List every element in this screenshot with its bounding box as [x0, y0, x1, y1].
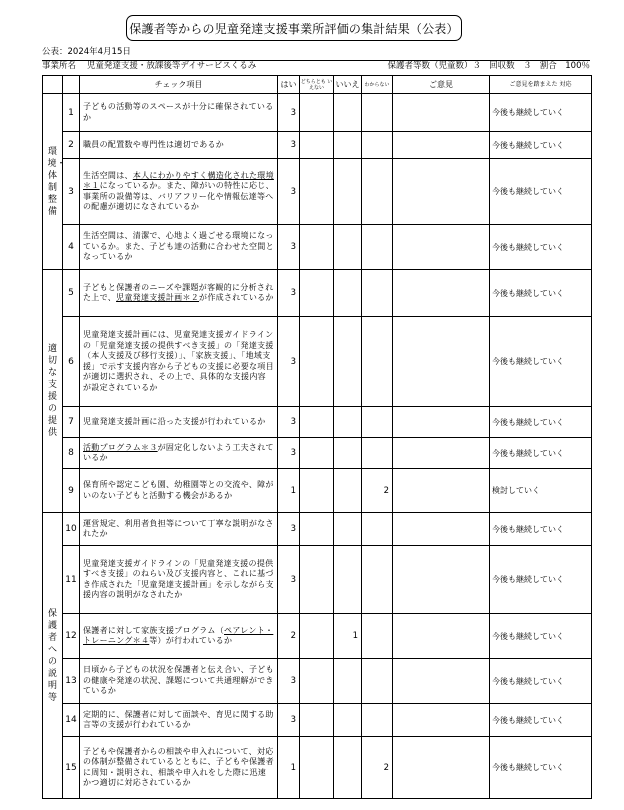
header-number	[63, 76, 80, 94]
table-row	[43, 513, 592, 546]
yes-count: 3	[278, 407, 300, 438]
facility-label: 事業所名	[42, 61, 77, 71]
response-cell: 今後も継続していく	[490, 225, 592, 270]
neutral-count	[300, 270, 334, 317]
opinion-cell	[393, 159, 490, 225]
no-count	[334, 438, 362, 469]
yes-count: 1	[278, 737, 300, 799]
opinion-cell	[393, 513, 490, 546]
check-item-text: 職員の配置数や専門性は適切であるか	[80, 132, 278, 159]
row-number: 8	[63, 438, 80, 469]
neutral-count	[300, 132, 334, 159]
neutral-count	[300, 407, 334, 438]
unknown-count	[362, 438, 393, 469]
unknown-count	[362, 614, 393, 659]
header-neutral: どちらとも いえない	[300, 76, 334, 94]
yes-count: 3	[278, 659, 300, 704]
no-count	[334, 513, 362, 546]
unknown-count	[362, 659, 393, 704]
row-number: 4	[63, 225, 80, 270]
check-item-text: 子どもと保護者のニーズや課題が客観的に分析された上で、児童発達支援計画＊２が作成されているか	[80, 270, 278, 317]
unknown-count	[362, 225, 393, 270]
neutral-count	[300, 469, 334, 513]
no-count	[334, 225, 362, 270]
row-number: 3	[63, 159, 80, 225]
response-cell: 検討していく	[490, 469, 592, 513]
no-count	[334, 270, 362, 317]
check-item-text: 運営規定、利用者負担等について丁寧な説明がなされたか	[80, 513, 278, 546]
opinion-cell	[393, 614, 490, 659]
header-no: いいえ	[334, 76, 362, 94]
check-item-text: 児童発達支援ガイドラインの「児童発達支援の提供すべき支援」のねらい及び支援内容と、これに基づき作成された「児童発達支援計画」を示しながら支援内容の説明がなされたか	[80, 546, 278, 614]
response-cell: 今後も継続していく	[490, 317, 592, 407]
header-opinion: ご意見	[393, 76, 490, 94]
response-cell: 今後も継続していく	[490, 159, 592, 225]
unknown-count: 2	[362, 469, 393, 513]
yes-count: 3	[278, 94, 300, 132]
check-item-text: 活動プログラム＊３が固定化しないよう工夫されているか	[80, 438, 278, 469]
row-number: 6	[63, 317, 80, 407]
header-corner	[43, 76, 63, 94]
unknown-count	[362, 407, 393, 438]
neutral-count	[300, 438, 334, 469]
check-item-text: 保育所や認定こども園、幼稚園等との交流や、障がいのない子どもと活動する機会があるか	[80, 469, 278, 513]
response-cell: 今後も継続していく	[490, 132, 592, 159]
table-row	[43, 94, 592, 132]
row-number: 9	[63, 469, 80, 513]
no-count	[334, 132, 362, 159]
unknown-count	[362, 704, 393, 737]
table-row	[43, 659, 592, 704]
table-row	[43, 546, 592, 614]
neutral-count	[300, 513, 334, 546]
section-label: 適切な支援の提供	[43, 270, 63, 513]
opinion-cell	[393, 132, 490, 159]
no-count	[334, 407, 362, 438]
row-number: 14	[63, 704, 80, 737]
row-number: 12	[63, 614, 80, 659]
response-cell: 今後も継続していく	[490, 659, 592, 704]
facility-name: 児童発達支援・放課後等デイサービスくるみ	[86, 61, 257, 71]
check-item-text: 生活空間は、本人にわかりやすく構造化された環境＊１になっているか。また、障がいの特性に応じ、事業所の設備等は、バリアフリー化や情報伝達等への配慮が適切になされているか	[80, 159, 278, 225]
neutral-count	[300, 546, 334, 614]
page-title: 保護者等からの児童発達支援事業所評価の集計結果（公表）	[126, 15, 462, 41]
check-item-text: 生活空間は、清潔で、心地よく過ごせる環境になっているか。また、子ども達の活動に合わせた空間となっているか	[80, 225, 278, 270]
yes-count: 3	[278, 317, 300, 407]
yes-count: 3	[278, 513, 300, 546]
header-unknown: わからない	[362, 76, 393, 94]
yes-count: 3	[278, 704, 300, 737]
row-number: 1	[63, 94, 80, 132]
unknown-count	[362, 132, 393, 159]
response-ratio: 割合 100％	[539, 61, 590, 71]
check-item-text: 保護者に対して家族支援プログラム（ペアレント・トレーニング＊４等）が行われているか	[80, 614, 278, 659]
table-row	[43, 317, 592, 407]
yes-count: 3	[278, 159, 300, 225]
unknown-count	[362, 317, 393, 407]
header-check-item: チェック項目	[80, 76, 278, 94]
opinion-cell	[393, 270, 490, 317]
response-cell: 今後も継続していく	[490, 704, 592, 737]
row-number: 11	[63, 546, 80, 614]
opinion-cell	[393, 317, 490, 407]
unknown-count	[362, 270, 393, 317]
table-row	[43, 614, 592, 659]
publish-date: 公表：2024年4月15日	[42, 47, 131, 57]
no-count	[334, 704, 362, 737]
no-count	[334, 159, 362, 225]
check-item-text: 子どもの活動等のスペースが十分に確保されているか	[80, 94, 278, 132]
section-label: 環境・体制整備	[43, 94, 63, 270]
row-number: 15	[63, 737, 80, 799]
header-row	[43, 76, 592, 94]
table-row	[43, 225, 592, 270]
opinion-cell	[393, 704, 490, 737]
table-row	[43, 132, 592, 159]
no-count: 1	[334, 614, 362, 659]
unknown-count	[362, 159, 393, 225]
opinion-cell	[393, 225, 490, 270]
opinion-cell	[393, 659, 490, 704]
yes-count: 3	[278, 546, 300, 614]
no-count	[334, 659, 362, 704]
response-cell: 今後も継続していく	[490, 94, 592, 132]
opinion-cell	[393, 94, 490, 132]
opinion-cell	[393, 407, 490, 438]
opinion-cell	[393, 737, 490, 799]
unknown-count	[362, 94, 393, 132]
no-count	[334, 737, 362, 799]
row-number: 2	[63, 132, 80, 159]
no-count	[334, 546, 362, 614]
check-item-text: 日頃から子どもの状況を保護者と伝え合い、子どもの健康や発達の状況、課題について共通理解ができているか	[80, 659, 278, 704]
header-yes: はい	[278, 76, 300, 94]
yes-count: 3	[278, 270, 300, 317]
row-number: 5	[63, 270, 80, 317]
opinion-cell	[393, 469, 490, 513]
no-count	[334, 317, 362, 407]
no-count	[334, 94, 362, 132]
row-number: 7	[63, 407, 80, 438]
response-cell: 今後も継続していく	[490, 438, 592, 469]
table-row	[43, 469, 592, 513]
table-row	[43, 438, 592, 469]
check-item-text: 児童発達支援計画に沿った支援が行われているか	[80, 407, 278, 438]
table-row	[43, 270, 592, 317]
response-cell: 今後も継続していく	[490, 407, 592, 438]
neutral-count	[300, 704, 334, 737]
neutral-count	[300, 737, 334, 799]
neutral-count	[300, 659, 334, 704]
response-cell: 今後も継続していく	[490, 270, 592, 317]
row-number: 13	[63, 659, 80, 704]
response-cell: 今後も継続していく	[490, 546, 592, 614]
table-row	[43, 737, 592, 799]
table-row	[43, 159, 592, 225]
neutral-count	[300, 225, 334, 270]
check-item-text: 子どもや保護者からの相談や申入れについて、対応の体制が整備されているとともに、子どもや保護者に周知・説明され、相談や申入れをした際に迅速かつ適切に対応されているか	[80, 737, 278, 799]
yes-count: 3	[278, 225, 300, 270]
table-row	[43, 704, 592, 737]
unknown-count	[362, 546, 393, 614]
unknown-count: 2	[362, 737, 393, 799]
response-count: 回収数 ３	[489, 61, 532, 71]
neutral-count	[300, 94, 334, 132]
neutral-count	[300, 159, 334, 225]
response-cell: 今後も継続していく	[490, 614, 592, 659]
row-number: 10	[63, 513, 80, 546]
yes-count: 1	[278, 469, 300, 513]
check-item-text: 児童発達支援計画には、児童発達支援ガイドラインの「児童発達支援の提供すべき支援」の「発達支援（本人支援及び移行支援）」、「家族支援」、「地域支援」で示す支援内容から子どもの支援に必要な項目が適切に選択され、その上で、具体的な支援内容が設定されているか	[80, 317, 278, 407]
opinion-cell	[393, 438, 490, 469]
header-response: ご意見を踏まえた 対応	[490, 76, 592, 94]
table-row	[43, 407, 592, 438]
neutral-count	[300, 317, 334, 407]
opinion-cell	[393, 546, 490, 614]
evaluation-table	[42, 75, 592, 799]
response-cell: 今後も継続していく	[490, 737, 592, 799]
no-count	[334, 469, 362, 513]
check-item-text: 定期的に、保護者に対して面談や、育児に関する助言等の支援が行われているか	[80, 704, 278, 737]
yes-count: 3	[278, 132, 300, 159]
unknown-count	[362, 513, 393, 546]
response-cell: 今後も継続していく	[490, 513, 592, 546]
section-label: 保護者への説明等	[43, 513, 63, 799]
yes-count: 2	[278, 614, 300, 659]
neutral-count	[300, 614, 334, 659]
guardian-count: 保護者等数（児童数）３	[387, 61, 482, 71]
yes-count: 3	[278, 438, 300, 469]
